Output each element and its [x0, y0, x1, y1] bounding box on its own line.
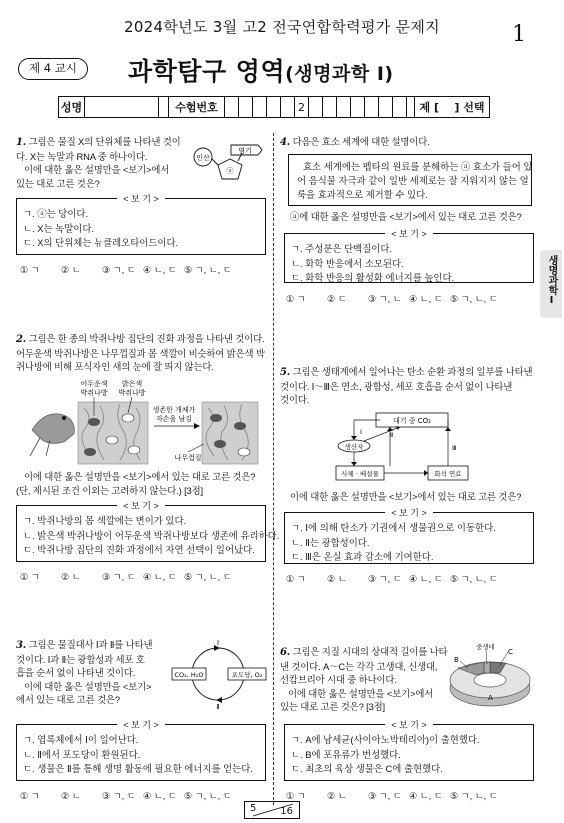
question-5-stem: 이에 대한 옳은 설명만을 <보기>에서 있는 대로 고른 것은?: [290, 491, 522, 502]
base-label: 염기: [238, 147, 252, 155]
exam-no-box[interactable]: [253, 97, 267, 117]
period-badge: 제 4 교시: [18, 58, 88, 80]
choice-5[interactable]: ⑤ ㄱ, ㄴ, ㄷ: [450, 574, 498, 584]
choice-2[interactable]: ② ㄴ: [61, 572, 81, 582]
exam-no-box[interactable]: [225, 97, 239, 117]
subject-main: 과학탐구 영역: [128, 57, 286, 86]
choices-q2: [20, 569, 232, 583]
question-2-stem: 이에 대한 옳은 설명만을 <보기>에서 있는 대로 고른 것은? (단, 제시된 조건 이외는 고려하지 않는다.) [3점]: [16, 471, 256, 496]
dark-moth: [88, 418, 100, 426]
svg-text:사체 · 배설물: 사체 · 배설물: [341, 470, 379, 478]
exam-no-box[interactable]: [365, 97, 379, 117]
exam-no-box[interactable]: [337, 97, 351, 117]
exam-no-digit: 2: [295, 97, 309, 117]
svg-text:화석 연료: 화석 연료: [434, 470, 462, 478]
page-counter: [244, 801, 300, 819]
bogi-box-q4: < 보 기 > ㄱ. 주성분은 단백질이다. ㄴ. 화학 반응에서 소모된다. ㄷ. 화학 반응의 활성화 에너지를 높인다.: [284, 233, 534, 283]
svg-text:Ⅰ: Ⅰ: [216, 639, 220, 647]
exam-no-box[interactable]: [323, 97, 337, 117]
page-number: 1: [512, 22, 526, 47]
choices-q1: [20, 262, 232, 276]
question-6: 6. 그림은 지질 시대의 상대적 길이를 나타 낸 것이다. A～C는 각각 고생대, 신생대, 선캄브리아 시대 중 하나이다. 이에 대한 옳은 설명만을 <보기>에서 있는 대로 고른 것은? [3점]: [280, 646, 448, 713]
choice-3[interactable]: ③ ㄱ, ㄷ: [102, 572, 136, 582]
svg-text:대기 중 CO₂: 대기 중 CO₂: [393, 417, 431, 425]
exam-no-label: 수험번호: [169, 97, 225, 117]
bogi-box-q2: < 보 기 > ㄱ. 박쥐나방의 몸 색깔에는 변이가 있다. ㄴ. 밝은색 박쥐나방이 어두운색 박쥐나방보다 생존에 유리하다. ㄷ. 박쥐나방 집단의 진화 과정에서 자연 선택이 일어났다.: [16, 505, 266, 562]
exam-no-box[interactable]: [379, 97, 393, 117]
svg-text:박쥐나방: 박쥐나방: [118, 389, 146, 397]
choice-1[interactable]: ① ㄱ: [286, 791, 306, 801]
svg-text:A: A: [488, 694, 493, 702]
exam-no-box[interactable]: [351, 97, 365, 117]
bogi-box-q6: < 보 기 > ㄱ. A에 남세균(사이아노박테리아)이 출현했다. ㄴ. B에 포유류가 번성했다. ㄷ. 최초의 육상 생물은 C에 출현했다.: [284, 724, 534, 781]
choice-5[interactable]: ⑤ ㄱ, ㄴ, ㄷ: [184, 265, 232, 275]
exam-no-box[interactable]: [239, 97, 253, 117]
choice-5[interactable]: ⑤ ㄱ, ㄴ, ㄷ: [184, 572, 232, 582]
svg-text:어두운색: 어두운색: [80, 380, 108, 388]
light-moth: [122, 414, 134, 422]
choice-2[interactable]: ② ㄴ: [327, 574, 347, 584]
svg-text:Ⅱ: Ⅱ: [216, 703, 220, 710]
question-2: 2. 그림은 한 종의 박쥐나방 집단의 진화 과정을 나타낸 것이다. 어두운색 박쥐나방은 나무껍질과 몸 색깔이 비슷하여 밝은색 박 쥐나방에 비해 포식자인 새의 눈에 잘 띄지 않는다.: [16, 333, 265, 373]
choices-q6: [286, 788, 498, 802]
name-label: 성명: [59, 97, 85, 117]
svg-text:밝은색: 밝은색: [121, 380, 143, 388]
svg-text:나무껍질: 나무껍질: [174, 454, 202, 462]
choices-q4: [286, 291, 498, 305]
choice-1[interactable]: ① ㄱ: [20, 265, 40, 275]
choice-1[interactable]: ① ㄱ: [286, 574, 306, 584]
bogi-box-q3: < 보 기 > ㄱ. 엽록체에서 Ⅰ이 일어난다. ㄴ. Ⅱ에서 포도당이 환원된다. ㄷ. 생물은 Ⅱ를 통해 생명 활동에 필요한 에너지를 얻는다.: [16, 724, 266, 781]
monomer-figure: [186, 139, 266, 195]
choice-4[interactable]: ④ ㄴ, ㄷ: [143, 791, 177, 801]
column-divider: [273, 133, 274, 805]
question-5: 5. 그림은 생태계에서 일어나는 탄소 순환 과정의 일부를 나타낸 것이다. Ⅰ～Ⅲ은 연소, 광합성, 세포 호흡을 순서 없이 나타낸 것이다.: [280, 366, 533, 406]
page-current: 5: [250, 803, 257, 814]
svg-text:Ⅰ: Ⅰ: [360, 428, 362, 436]
svg-text:Ⅱ: Ⅱ: [390, 431, 394, 439]
question-4-stem: ⓐ에 대한 옳은 설명만을 <보기>에서 있는 대로 고른 것은?: [290, 211, 522, 222]
svg-text:자손을 남김: 자손을 남김: [155, 415, 193, 423]
choice-3[interactable]: ③ ㄱ, ㄷ: [102, 791, 136, 801]
moth-evolution-figure: [28, 378, 260, 470]
choice-2[interactable]: ② ㄴ: [61, 265, 81, 275]
question-3: 3. 그림은 물질대사 Ⅰ과 Ⅱ를 나타낸 것이다. Ⅰ과 Ⅱ는 광합성과 세포 호 흡을 순서 없이 나타낸 것이다. 이에 대한 옳은 설명만을 <보기> 에서 있는 대로 고른 것은?: [16, 639, 153, 706]
svg-text:CO₂, H₂O: CO₂, H₂O: [174, 671, 204, 679]
choice-4[interactable]: ④ ㄴ, ㄷ: [143, 265, 177, 275]
light-moth: [106, 436, 118, 444]
choice-1[interactable]: ① ㄱ: [20, 572, 40, 582]
svg-text:생존한 개체가: 생존한 개체가: [152, 406, 196, 414]
svg-text:Ⅲ: Ⅲ: [452, 444, 457, 452]
choice-4[interactable]: ④ ㄴ, ㄷ: [143, 572, 177, 582]
svg-text:포도당, O₂: 포도당, O₂: [231, 671, 263, 679]
choice-5[interactable]: ⑤ ㄱ, ㄴ, ㄷ: [450, 294, 498, 304]
sugar-label: ⓐ: [226, 167, 234, 175]
choice-2[interactable]: ② ㄷ: [327, 294, 347, 304]
exam-no-box[interactable]: [267, 97, 281, 117]
svg-text:중생대: 중생대: [476, 643, 495, 651]
choice-3[interactable]: ③ ㄱ, ㄷ: [102, 265, 136, 275]
svg-text:B: B: [454, 656, 459, 664]
choice-2[interactable]: ② ㄴ: [327, 791, 347, 801]
geologic-time-figure: [444, 640, 534, 718]
choices-q3: [20, 788, 232, 802]
bogi-box-q1: < 보 기 > ㄱ. ⓐ는 당이다. ㄴ. X는 녹말이다. ㄷ. X의 단위체는 뉴클레오타이드이다.: [16, 198, 266, 255]
choice-3[interactable]: ③ ㄱ, ㄷ: [368, 574, 402, 584]
subject-side-tab: 생명과학Ⅰ: [540, 250, 562, 318]
choice-3[interactable]: ③ ㄱ, ㄷ: [368, 791, 402, 801]
choice-1[interactable]: ① ㄱ: [20, 791, 40, 801]
question-1: 1. 그림은 물질 X의 단위체를 나타낸 것이 다. X는 녹말과 RNA 중 하나이다. 이에 대한 옳은 설명만을 <보기>에서 있는 대로 고른 것은?: [16, 136, 181, 189]
choice-5[interactable]: ⑤ ㄱ, ㄴ, ㄷ: [450, 791, 498, 801]
exam-no-box[interactable]: [309, 97, 323, 117]
choice-5[interactable]: ⑤ ㄱ, ㄴ, ㄷ: [184, 791, 232, 801]
choice-4[interactable]: ④ ㄴ, ㄷ: [409, 294, 443, 304]
subject-title: [128, 52, 394, 88]
metabolism-cycle-figure: [170, 636, 268, 710]
name-field[interactable]: [85, 97, 159, 117]
choices-q5: [286, 571, 498, 585]
choice-2[interactable]: ② ㄴ: [61, 791, 81, 801]
info-bar: [58, 96, 490, 118]
choice-4[interactable]: ④ ㄴ, ㄷ: [409, 574, 443, 584]
choice-1[interactable]: ① ㄱ: [286, 294, 306, 304]
svg-text:박쥐나방: 박쥐나방: [80, 389, 108, 397]
q4-passage-box: 효소 세계에는 펩타의 원료를 분해하는 ⓐ 효소가 들어 있 어 음식물 자극과 같이 일반 세제로는 잘 지워지지 않는 얼 룩을 효과적으로 제거할 수 있다.: [288, 154, 532, 206]
carbon-cycle-figure: [330, 410, 500, 484]
subject-sub: (생명과학 Ⅰ): [285, 63, 394, 85]
choice-3[interactable]: ③ ㄱ, ㄴ: [368, 294, 402, 304]
exam-no-box[interactable]: [281, 97, 295, 117]
choice-4[interactable]: ④ ㄴ, ㄷ: [409, 791, 443, 801]
exam-title: 2024학년도 3월 고2 전국연합학력평가 문제지: [124, 18, 440, 36]
bird: [32, 414, 74, 443]
select-label: 제 [ ] 선택: [419, 101, 485, 114]
svg-text:생산자: 생산자: [344, 443, 364, 451]
question-4: 4. 다음은 효소 세계에 대한 설명이다.: [280, 136, 430, 148]
page-total: 16: [280, 806, 293, 817]
phosphate-label: 인산: [196, 154, 210, 162]
question-number: 1.: [16, 137, 27, 148]
dark-moth: [84, 448, 96, 456]
bogi-box-q5: < 보 기 > ㄱ. Ⅰ에 의해 탄소가 기권에서 생물권으로 이동한다. ㄴ. Ⅱ는 광합성이다. ㄷ. Ⅲ은 온실 효과 감소에 기여한다.: [284, 512, 534, 564]
light-moth: [128, 446, 140, 454]
exam-no-box[interactable]: [393, 97, 407, 117]
svg-text:C: C: [508, 648, 513, 656]
